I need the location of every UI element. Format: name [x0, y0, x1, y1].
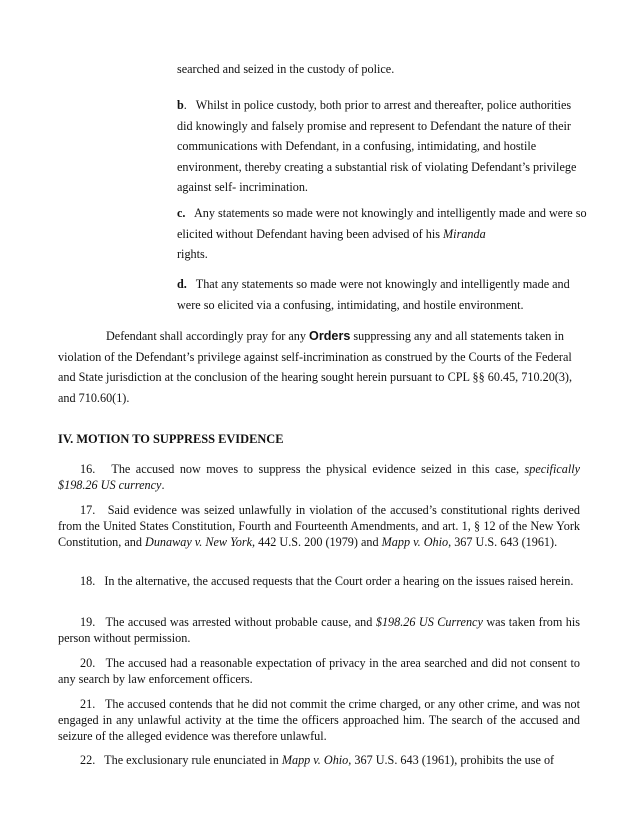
- paragraph-18: 18. In the alternative, the accused requests that the Court order a hearing on the issues raised herein.: [80, 574, 574, 588]
- subparagraph-b-text: Whilst in police custody, both prior to arrest and thereafter, police authorities did knowingly and falsely promise and represent to Defendant the nature of their communications with Defendant, in a confusing, intimidating, and hostile environment, thereby creating a substantial risk of violating Defendant’s privilege against self- incrimination.: [177, 98, 577, 194]
- subparagraph-d-text: That any statements so made were not knowingly and intelligently made and were so elicited via a confusing, intimidating, and hostile environment.: [177, 277, 570, 312]
- section-heading: IV. MOTION TO SUPPRESS EVIDENCE: [58, 432, 284, 446]
- subparagraph-c: [177, 203, 587, 265]
- subparagraph-b-label: b: [177, 98, 184, 112]
- subparagraph-c-end: rights.: [177, 247, 208, 261]
- paragraph-16: 16. The accused now moves to suppress the physical evidence seized in this case, specifically $198.26 US currency.: [58, 462, 581, 492]
- miranda-italic: Miranda: [443, 226, 486, 241]
- subparagraph-c-text: Any statements so made were not knowingly and intelligently made and were so elicited without Defendant having been advised of his: [177, 206, 587, 241]
- paragraph-21: 21. The accused contends that he did not commit the crime charged, or any other crime, and was not engaged in any unlawful activity at the time the officers approached him. The search of the accused and seizure of the alleged evidence was therefore unlawful.: [58, 697, 580, 743]
- prayer-paragraph: Defendant shall accordingly pray for any Orders suppressing any and all statements taken in violation of the Defendant’s privilege against self-incrimination as construed by the Courts of the Federal and State jurisdiction at the conclusion of the hearing sought herein pursuant to CPL §§ 60.45, 710.20(3), and 710.60(1).: [58, 329, 573, 405]
- paragraph-17: 17. Said evidence was seized unlawfully in violation of the accused’s constitutional rights derived from the United States Constitution, Fourth and Fourteenth Amendments, and art. 1, § 12 of the New York Constitution, and Dunaway v. New York, 442 U.S. 200 (1979) and Mapp v. Ohio, 367 U.S. 643 (1961).: [58, 503, 580, 549]
- continuation-text: searched and seized in the custody of police.: [177, 62, 395, 76]
- subparagraph-c-label: c.: [177, 206, 186, 220]
- continuation-line: [177, 59, 587, 80]
- paragraph-20: 20. The accused had a reasonable expectation of privacy in the area searched and did not consent to any search by law enforcement officers.: [58, 656, 581, 686]
- subparagraph-d-label: d.: [177, 277, 187, 291]
- subparagraph-d: [177, 274, 587, 315]
- orders-bold: Orders: [309, 329, 351, 343]
- paragraph-19: 19. The accused was arrested without probable cause, and $198.26 US Currency was taken from his person without permission.: [58, 615, 581, 645]
- subparagraph-b: b. Whilst in police custody, both prior to arrest and thereafter, police authorities did knowingly and falsely promise and represent to Defendant the nature of their communications with Defendant, in a confusing, intimidating, and hostile environment, thereby creating a substantial risk of violating Defendant’s privilege against self- incrimination.: [177, 98, 577, 194]
- paragraph-22: 22. The exclusionary rule enunciated in Mapp v. Ohio, 367 U.S. 643 (1961), prohibits the use of: [80, 753, 555, 767]
